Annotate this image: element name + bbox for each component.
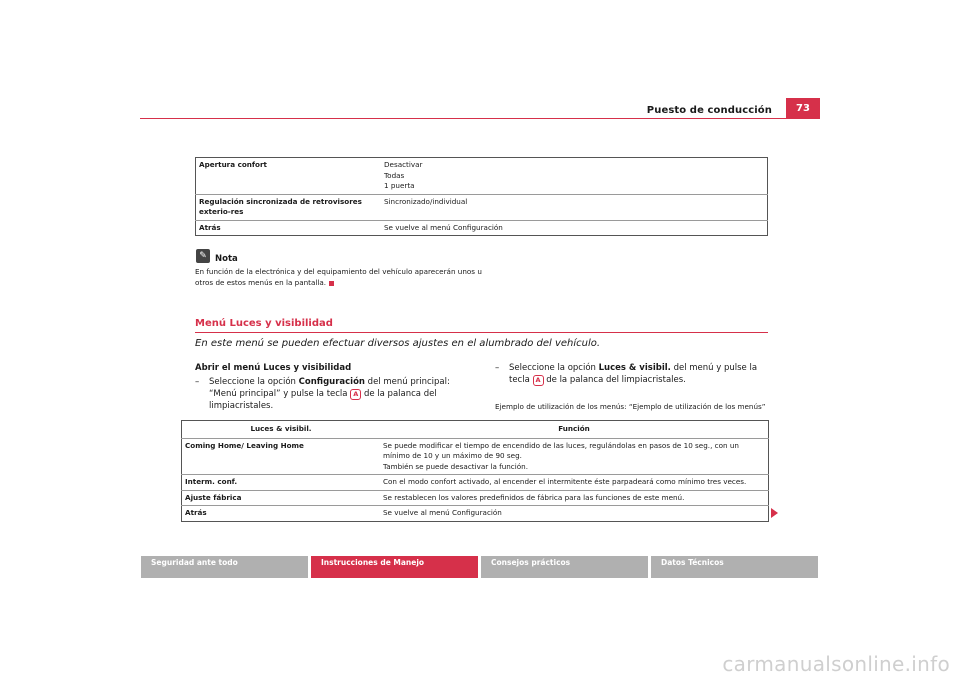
- step-text-pre: Seleccione la opción: [209, 377, 299, 387]
- value-line: También se puede desactivar la función.: [383, 461, 528, 471]
- instruction-step-1: [195, 376, 480, 412]
- table-row: [196, 158, 768, 195]
- step-text-post: del menú principal: “Menú principal” y pulse la tecla: [209, 377, 450, 399]
- value-line: Se vuelve al menú Configuración: [383, 508, 502, 517]
- key-a-icon: A: [533, 375, 544, 386]
- row-value: [380, 438, 769, 475]
- row-value: [381, 220, 768, 236]
- note-heading: Nota: [215, 254, 238, 264]
- page-header-title: Puesto de conducción: [646, 105, 772, 116]
- subsection-heading: Abrir el menú Luces y visibilidad: [195, 363, 352, 373]
- table-row: [196, 194, 768, 220]
- row-value: [380, 506, 769, 522]
- tab-consejos[interactable]: Consejos prácticos: [481, 556, 648, 578]
- step-option: Luces & visibil.: [598, 363, 671, 373]
- end-mark-icon: [329, 281, 334, 286]
- table-row: [182, 438, 769, 475]
- value-line: Se restablecen los valores predefinidos de fábrica para las funciones de este menú.: [383, 492, 685, 502]
- section-lead: En este menú se pueden efectuar diversos ajustes en el alumbrado del vehículo.: [195, 338, 601, 349]
- step-dash: –: [195, 377, 200, 387]
- row-label: Interm. conf.: [185, 477, 238, 486]
- value-line: Desactivar: [384, 160, 423, 169]
- instruction-step-2: [495, 362, 770, 386]
- step-text: [509, 362, 770, 386]
- section-rule: [195, 332, 768, 333]
- row-label: Atrás: [199, 222, 221, 232]
- row-value: [381, 158, 768, 195]
- tab-datos-tecnicos[interactable]: Datos Técnicos: [651, 556, 818, 578]
- header-rule: [140, 118, 820, 119]
- step-dash: –: [495, 363, 500, 373]
- table-row: [196, 220, 768, 236]
- continue-arrow-icon: [771, 508, 778, 518]
- step-text-tail: de la palanca del limpiacristales.: [209, 389, 437, 411]
- section-title: Menú Luces y visibilidad: [195, 318, 333, 329]
- value-line: Con el modo confort activado, al encender el intermitente éste parpadeará como mínimo tres veces.: [383, 477, 747, 486]
- lights-visibility-table: [181, 420, 769, 522]
- settings-table-comfort: [195, 157, 768, 236]
- table-row: [182, 506, 769, 522]
- value-line: Se puede modificar el tiempo de encendido de las luces, regulándolas en pasos de 10 seg., con un mínimo de 10 y un máximo de 90 seg.: [383, 440, 739, 460]
- row-label: Coming Home/ Leaving Home: [185, 440, 304, 450]
- note-text: En función de la electrónica y del equipamiento del vehículo aparecerán unos u otros de estos menús en la pantalla.: [195, 267, 482, 287]
- watermark: carmanualsonline.info: [722, 652, 950, 676]
- step-option: Configuración: [298, 377, 365, 387]
- page-number: 73: [786, 98, 820, 118]
- row-value: [381, 194, 768, 220]
- note-body: [195, 266, 495, 288]
- note-icon: ✎: [196, 249, 210, 263]
- value-line: Todas: [384, 170, 405, 180]
- value-line: Sincronizado/individual: [384, 196, 468, 206]
- step-text-pre: Seleccione la opción: [509, 363, 599, 373]
- tab-instrucciones[interactable]: Instrucciones de Manejo: [311, 556, 478, 578]
- value-line: 1 puerta: [384, 181, 415, 190]
- example-reference: Ejemplo de utilización de los menús: “Ejemplo de utilización de los menús”: [495, 402, 766, 411]
- step-text-tail: de la palanca del limpiacristales.: [543, 375, 686, 385]
- step-text-post: del menú y pulse la tecla: [509, 363, 758, 385]
- column-header: Función: [558, 424, 590, 433]
- row-label: Regulación sincronizada de retrovisores exterio-res: [199, 196, 362, 216]
- value-line: Se vuelve al menú Configuración: [384, 222, 503, 232]
- tab-seguridad[interactable]: Seguridad ante todo: [141, 556, 308, 578]
- row-value: [380, 475, 769, 491]
- column-header: Luces & visibil.: [250, 424, 312, 433]
- table-header-row: [182, 421, 769, 439]
- row-label: Ajuste fábrica: [185, 492, 242, 502]
- row-value: [380, 490, 769, 506]
- step-text: [209, 376, 480, 412]
- key-a-icon: A: [350, 389, 361, 400]
- row-label: Atrás: [185, 508, 207, 517]
- table-row: [182, 490, 769, 506]
- row-label: Apertura confort: [199, 160, 267, 169]
- table-row: [182, 475, 769, 491]
